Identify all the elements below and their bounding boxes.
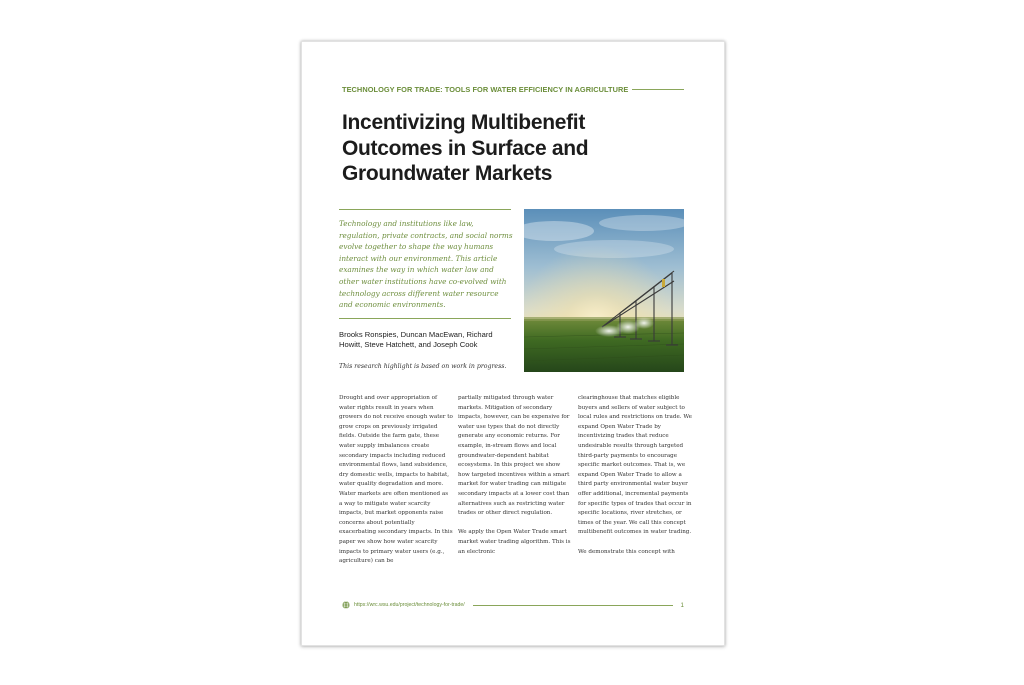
body-column-3 bbox=[578, 394, 692, 567]
kicker-text: TECHNOLOGY FOR TRADE: TOOLS FOR WATER EFFICIENCY IN AGRICULTURE bbox=[342, 84, 629, 94]
project-url-link[interactable]: https://wrc.wsu.edu/project/technology-for-trade/ bbox=[354, 602, 465, 608]
article-title: Incentivizing Multibenefit Outcomes in Surface and Groundwater Markets bbox=[342, 111, 589, 185]
body-paragraph: We demonstrate this concept with bbox=[578, 548, 675, 555]
page-footer bbox=[342, 599, 684, 611]
article-abstract: Technology and institutions like law, regulation, private contracts, and social norms evolve together to shape the way humans interact with our environment. This article examines the way in which water law and other water institutions have co-evolved with technology across different water resource and economic environments. bbox=[339, 219, 513, 310]
section-kicker bbox=[342, 83, 684, 95]
kicker-rule bbox=[632, 89, 684, 90]
article-authors: Brooks Ronspies, Duncan MacEwan, Richard Howitt, Steve Hatchett, and Joseph Cook bbox=[339, 330, 493, 350]
footer-rule bbox=[473, 605, 673, 606]
body-paragraph: We apply the Open Water Trade smart market water trading algorithm. This is an electronic bbox=[458, 529, 571, 555]
abstract-top-rule bbox=[339, 209, 511, 210]
globe-icon bbox=[342, 601, 350, 609]
body-paragraph: Drought and over appropriation of water rights result in years when growers do not receive enough water to grow crops on previously irrigated fields. Outside the farm gate, these water supply imbalances create secondary impacts including reduced environmental flows, land subsidence, dry domestic wells, impacts to habitat, water quality degradation and more. Water markets are often mentioned as a way to mitigate water scarcity impacts, but market opponents raise concerns about potentially exacerbating secondary impacts. In this paper we show how water scarcity impacts to primary water users (e.g., agriculture) can be bbox=[339, 395, 453, 565]
abstract-bottom-rule bbox=[339, 318, 511, 319]
body-column-2 bbox=[458, 394, 572, 567]
body-column-1 bbox=[339, 394, 453, 576]
page-number: 1 bbox=[680, 601, 684, 609]
document-page bbox=[301, 41, 725, 646]
center-pivot-irrigation-photo bbox=[524, 209, 684, 372]
body-paragraph: partially mitigated through water markets. Mitigation of secondary impacts, however, can be expensive for water use types that do not directly generate any economic returns. For example, in-stream flows and local groundwater-dependent habitat ecosystems. In this project we show how targeted incentives within a smart market for water trading can mitigate secondary impacts at a lower cost than alternatives such as restricting water trades or other direct regulation. bbox=[458, 395, 570, 517]
body-paragraph: clearinghouse that matches eligible buyers and sellers of water subject to local rules and restrictions on trade. We expand Open Water Trade by incentivizing trades that reduce undesirable results through targeted third-party payments to encourage specific market outcomes. That is, we expand Open Water Trade to allow a third party environmental water buyer offer additional, incremental payments for specific types of trades that occur in specific locations, river stretches, or times of the year. We call this concept multibenefit outcomes in water trading. bbox=[578, 395, 692, 536]
work-in-progress-note: This research highlight is based on work in progress. bbox=[339, 363, 507, 370]
